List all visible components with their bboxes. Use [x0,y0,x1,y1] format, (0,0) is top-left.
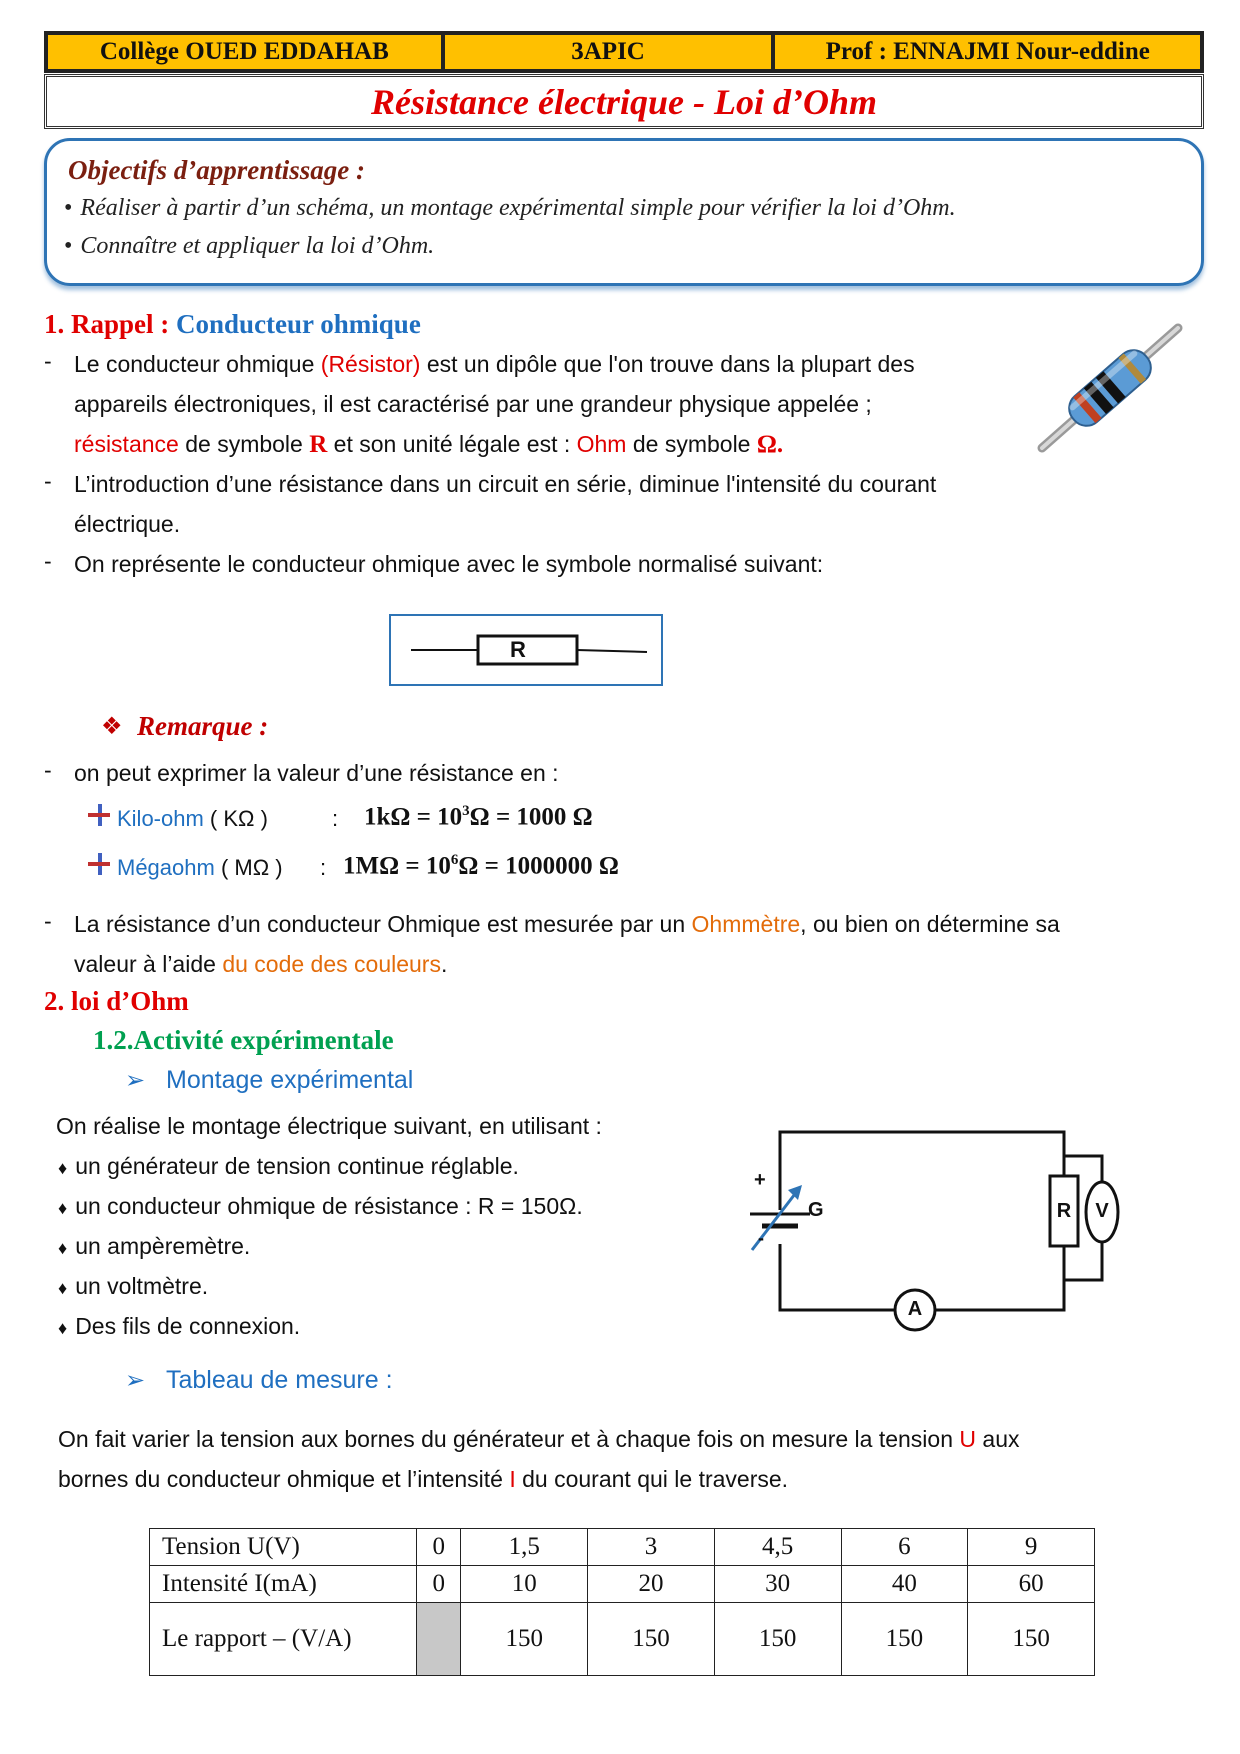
table-cell: 30 [714,1566,841,1603]
table-cell: 150 [968,1603,1095,1676]
paragraph-ohmmeter-line1: La résistance d’un conducteur Ohmique est mesurée par un Ohmmètre, ou bien on détermine sa [74,911,1060,937]
table-cell: 6 [841,1529,968,1566]
equipment-item: ♦ un ampèremètre. [58,1233,251,1259]
table-intro-line2: bornes du conducteur ohmique et l’intensité I du courant qui le traverse. [58,1466,789,1492]
paragraph-resistor-line1: Le conducteur ohmique (Résistor) est un dipôle que l'on trouve dans la plupart des [74,351,915,377]
plus-label: + [754,1169,766,1191]
table-row [150,1603,1095,1676]
montage-intro: On réalise le montage électrique suivant, en utilisant : [56,1113,602,1139]
diamond-bullet-icon: ❖ [101,713,123,740]
section-2-heading: 2. loi d’Ohm [44,986,189,1016]
table-cell: 40 [841,1566,968,1603]
equipment-item: ♦ un voltmètre. [58,1273,209,1299]
generator-label: G [808,1199,824,1221]
megaohm-formula: $1M\Omega = 10^6\Omega = 1000000$ Ω [343,852,619,880]
table-row [150,1566,1095,1603]
measurement-table [149,1528,1095,1676]
kilo-ohm-formula: $1k\Omega = 10^3\Omega = 1000$ Ω [364,803,593,831]
resistor-label: R [1056,1200,1072,1222]
kilo-ohm-row: Kilo-ohm ( KΩ ) [117,806,268,831]
voltmeter-label: V [1095,1200,1109,1222]
table-cell-empty [417,1603,461,1676]
objective-item: • Connaître et appliquer la loi d’Ohm. [64,233,435,259]
page-title: Résistance électrique - Loi d’Ohm [44,74,1204,129]
paragraph-ohmmeter-line2: valeur à l’aide du code des couleurs. [74,951,448,977]
arrow-right-icon: ➢ [125,1067,146,1094]
paragraph-series-line2: électrique. [74,511,181,537]
table-cell: 150 [461,1603,588,1676]
paragraph-series-line1: L’introduction d’une résistance dans un circuit en série, diminue l'intensité du courant [74,471,937,497]
table-cell: 0 [417,1566,461,1603]
objective-item: • Réaliser à partir d’un schéma, un montage expérimental simple pour vérifier la loi d’Ohm. [64,195,956,221]
arrow-bullet-icon [88,804,110,826]
table-cell: 4,5 [714,1529,841,1566]
circuit-diagram [740,1120,1120,1340]
table-cell: 10 [461,1566,588,1603]
teacher-name: Prof : ENNAJMI Nour-eddine [773,33,1202,71]
table-cell: 1,5 [461,1529,588,1566]
table-cell: 20 [588,1566,715,1603]
arrow-bullet-icon [88,853,110,875]
remark-intro: on peut exprimer la valeur d’une résistance en : [74,760,559,786]
table-cell: 60 [968,1566,1095,1603]
megaohm-row: Mégaohm ( MΩ ) [117,855,283,880]
ammeter-label: A [907,1298,923,1320]
class-level: 3APIC [443,33,774,71]
row-label: Intensité I(mA) [150,1566,417,1603]
table-cell: 9 [968,1529,1095,1566]
table-title: Tableau de mesure : [166,1366,393,1394]
school-name: Collège OUED EDDAHAB [46,33,443,71]
paragraph-resistor-line3: résistance de symbole R et son unité légale est : Ohm de symbole Ω. [74,431,784,458]
table-cell: 150 [714,1603,841,1676]
equipment-item: ♦ un générateur de tension continue réglable. [58,1153,519,1179]
table-cell: 150 [588,1603,715,1676]
table-intro-line1: On fait varier la tension aux bornes du générateur et à chaque fois on mesure la tension U aux [58,1426,1020,1452]
header-bar [44,31,1204,73]
table-row [150,1529,1095,1566]
arrow-right-icon: ➢ [125,1367,146,1394]
activity-heading: 1.2.Activité expérimentale [93,1025,394,1055]
resistor-symbol-label: R [510,637,526,662]
remark-title: Remarque : [137,711,269,741]
table-cell: 0 [417,1529,461,1566]
montage-title: Montage expérimental [166,1066,414,1094]
section-1-heading: 1. Rappel : Conducteur ohmique [44,309,421,339]
row-label: Tension U(V) [150,1529,417,1566]
table-cell: 3 [588,1529,715,1566]
paragraph-symbol: On représente le conducteur ohmique avec le symbole normalisé suivant: [74,551,824,577]
objectives-title: Objectifs d’apprentissage : [68,155,365,185]
equipment-item: ♦ un conducteur ohmique de résistance : R = 150Ω. [58,1193,583,1219]
table-cell: 150 [841,1603,968,1676]
paragraph-resistor-line2: appareils électroniques, il est caractérisé par une grandeur physique appelée ; [74,391,872,417]
equipment-item: ♦ Des fils de connexion. [58,1313,301,1339]
minus-label: - [758,1228,764,1248]
row-label: Le rapport – (V/A) [150,1603,417,1676]
resistor-photo [1030,316,1190,461]
